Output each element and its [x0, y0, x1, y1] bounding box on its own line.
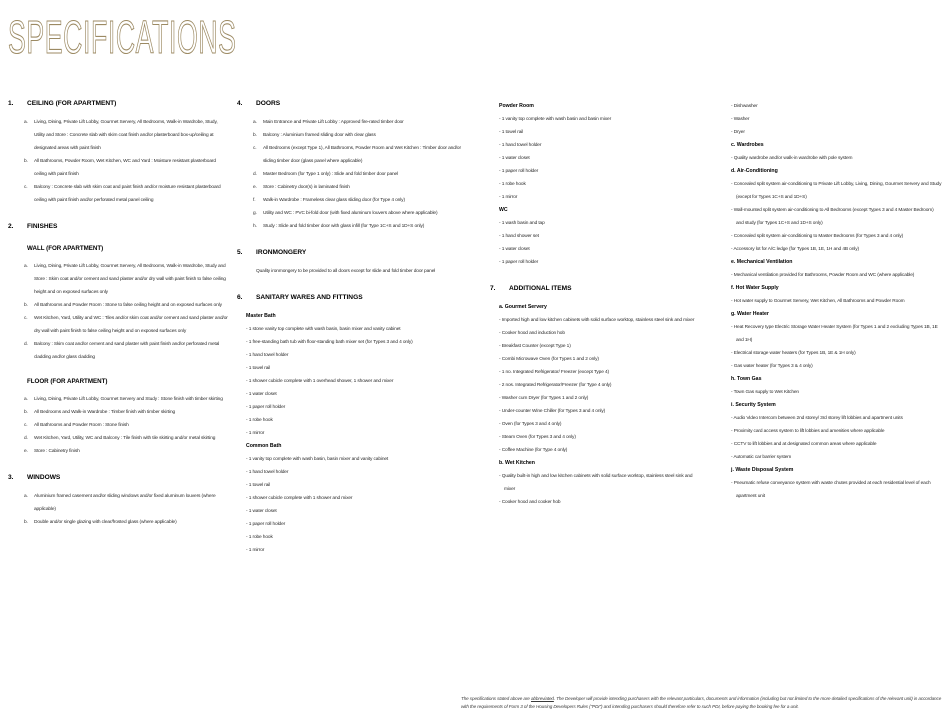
list-item [24, 406, 229, 419]
list-item: - 1 mirror [246, 427, 464, 440]
list-item: - Cooker hood and induction hob [499, 327, 702, 340]
list-item: - Audio Video Intercom between 2nd storey/ 3rd storey lift lobbies and apartment units [731, 412, 942, 425]
list-item [24, 299, 229, 312]
item-text: Aluminium framed casement and/or sliding windows and/or fixed aluminum louvers (where applicable) [34, 494, 216, 512]
list-item: - Concealed split system air-conditioning to Private Lift Lobby, Living, Dining, Gourmet Servery and Study (except for Types 1C+S and 1D+S) [731, 178, 942, 204]
subsection-heading: a. Gourmet Servery [499, 304, 547, 310]
section-heading [237, 249, 464, 257]
item-letter: e. [24, 449, 28, 454]
list-item: - Dishwasher [731, 100, 942, 113]
subsection-heading: WALL (FOR APARTMENT) [27, 245, 104, 252]
section-number: 5. [237, 249, 243, 256]
list-item: - 1 mirror [499, 191, 702, 204]
item-letter: d. [253, 172, 257, 177]
subsection-heading: Master Bath [246, 313, 276, 319]
section-title: SANITARY WARES AND FITTINGS [256, 294, 363, 301]
dash-list [731, 477, 942, 503]
lettered-list [24, 116, 229, 207]
item-text: Store : Cabinetry finish [34, 449, 80, 454]
list-item: - 1 robe hook [246, 414, 464, 427]
subsection-heading: j. Waste Disposal System [731, 467, 794, 473]
dash-list [731, 269, 942, 282]
dash-list [731, 100, 942, 139]
item-text: Balcony : Aluminium framed sliding door with clear glass [263, 133, 376, 138]
list-item [24, 490, 229, 516]
list-item: - 1 water closet [246, 388, 464, 401]
list-item: - Oven (for Types 3 and 4 only) [499, 418, 702, 431]
list-item [24, 181, 229, 207]
column-4 [722, 100, 942, 503]
item-letter: d. [24, 342, 28, 347]
list-item [24, 338, 229, 364]
subsection-heading: f. Hot Water Supply [731, 285, 779, 291]
list-item: - 1 water closet [499, 243, 702, 256]
item-text: Living, Dining, Private Lift Lobby, Gourmet Servery and Study : Stone finish with timber skirting [34, 397, 223, 402]
list-item: - 1 stone vanity top complete with wash basin, basin mixer and vanity cabinet [246, 323, 464, 336]
column-3 [490, 100, 702, 509]
section-heading [490, 285, 702, 293]
list-item: - 1 paper roll holder [499, 165, 702, 178]
footer-text-post: . The Developer will provide intending purchasers with the relevant particulars, documents and information (including but not limited to the more detailed specifications of the relevant unit) in accordance with the requirements of Form 3 of the Housing Developers Rules ("PDI") and intending purchasers should therefore refer to such PDI, before paying the booking fee for a unit. [461, 696, 942, 709]
list-item: - 1 robe hook [246, 531, 464, 544]
list-item: - 2 nos. Integrated Refrigerator/Freezer (for Type 4 only) [499, 379, 702, 392]
list-item: - Heat Recovery type Electric Storage Water Heater System (for Types 1 and 2 excluding Types 1B, 1E and 1H) [731, 321, 942, 347]
list-item [24, 432, 229, 445]
item-letter: b. [24, 303, 28, 308]
dash-list [246, 323, 464, 440]
item-letter: b. [24, 410, 28, 415]
list-item: - Cooker hood and cooker hob [499, 496, 702, 509]
list-item: - Coffee Machine (for Type 4 only) [499, 444, 702, 457]
dash-list [731, 321, 942, 373]
item-letter: c. [24, 423, 28, 428]
item-letter: c. [24, 316, 28, 321]
paragraph: Quality ironmongery to be provided to all doors except for slide and fold timber door panel [256, 269, 436, 274]
list-item: - Electrical storage water heaters (for Types 1B, 1E & 1H only) [731, 347, 942, 360]
item-text: Store : Cabinetry door(s) in laminated finish [263, 185, 350, 190]
list-item [24, 516, 229, 529]
item-text: All Bedrooms (except Type 1), All Bathrooms, Powder Room and Wet Kitchen : Timber door and/or sliding timber door (glass panel where applicable) [263, 146, 461, 164]
item-text: Walk-in Wardrobe : Frameless clear glass sliding door (for Type 4 only) [263, 198, 405, 203]
subsection-heading: c. Wardrobes [731, 142, 764, 148]
item-letter: b. [24, 159, 28, 164]
list-item [253, 116, 464, 129]
section-number: 2. [8, 223, 14, 230]
list-item: - 1 paper roll holder [499, 256, 702, 269]
list-item: - Gas water heater (for Types 3 & 4 only) [731, 360, 942, 373]
list-item: - Town Gas supply to Wet Kitchen [731, 386, 942, 399]
dash-list [731, 178, 942, 256]
subsection-heading: h. Town Gas [731, 376, 762, 382]
lettered-list [24, 260, 229, 364]
section-title: FINISHES [27, 223, 58, 230]
list-item: - 1 water closet [499, 152, 702, 165]
list-item [24, 445, 229, 458]
list-item [253, 168, 464, 181]
list-item [24, 419, 229, 432]
item-letter: f. [253, 198, 256, 203]
list-item [24, 116, 229, 155]
subsection-heading: WC [499, 207, 508, 213]
list-item: - 1 hand towel holder [499, 139, 702, 152]
item-text: Main Entrance and Private Lift Lobby : Approved fire-rated timber door [263, 120, 404, 125]
list-item: - Wall-mounted split system air-conditioning to All Bedrooms (except Types 3 and 4 Master Bedroom) and study (for Types 1C+S and 1D+S only) [731, 204, 942, 230]
subsection-heading: Common Bath [246, 443, 282, 449]
section-heading [8, 223, 229, 231]
dash-list [499, 217, 702, 269]
section-heading [8, 100, 229, 108]
subsection-heading: d. Air-Conditioning [731, 168, 778, 174]
list-item [24, 260, 229, 299]
list-item [253, 129, 464, 142]
list-item [253, 181, 464, 194]
section-title: CEILING (FOR APARTMENT) [27, 100, 117, 107]
list-item: - Hot water supply to Gourmet Servery, Wet Kitchen, All Bathrooms and Powder Room [731, 295, 942, 308]
section-number: 1. [8, 100, 14, 107]
list-item: - 1 mirror [246, 544, 464, 557]
list-item: - Concealed split system air-conditioning to Master Bedrooms (for Types 3 and 4 only) [731, 230, 942, 243]
list-item: - Proximity card access system to lift lobbies and amenities where applicable [731, 425, 942, 438]
lettered-list [24, 393, 229, 458]
list-item [253, 142, 464, 168]
item-letter: e. [253, 185, 257, 190]
list-item: - Dryer [731, 126, 942, 139]
item-text: Master Bedroom (for Type 1 only) : Slide and fold timber door panel [263, 172, 399, 177]
list-item [24, 312, 229, 338]
list-item: - 1 no. Integrated Refrigerator/ Freezer (except Type 4) [499, 366, 702, 379]
footer-underlined-term: abbreviated [530, 696, 554, 701]
subsection-heading: g. Water Heater [731, 311, 769, 317]
section-title: IRONMONGERY [256, 249, 307, 256]
list-item: - 1 wash basin and tap [499, 217, 702, 230]
list-item: - Combi Microwave Oven (for Types 1 and 2 only) [499, 353, 702, 366]
list-item: - 1 towel rail [499, 126, 702, 139]
list-item: - 1 towel rail [246, 479, 464, 492]
item-text: Wet Kitchen, Yard, Utility, WC and Balcony : Tile finish with tile skirting and/or metal skirting [34, 436, 216, 441]
list-item [253, 207, 464, 220]
list-item: - 1 vanity top complete with wash basin and basin mixer [499, 113, 702, 126]
item-letter: a. [24, 397, 28, 402]
footer-disclaimer [461, 695, 943, 710]
list-item [24, 155, 229, 181]
item-text: Study : Slide and fold timber door with glass infill (for Type 1C+S and 1D+S only) [263, 224, 425, 229]
item-letter: a. [253, 120, 257, 125]
item-text: Balcony : Concrete slab with skim coat and paint finish and/or moisture resistant plasterboard ceiling with paint finish and/or perforated metal panel ceiling [34, 185, 221, 203]
section-heading [8, 474, 229, 482]
section-number: 4. [237, 100, 243, 107]
list-item: - Accessory lot for A/C ledge (for Types 1B, 1E, 1H and 4B only) [731, 243, 942, 256]
item-text: All Bathrooms, Powder Room, Wet Kitchen, WC and Yard : Moisture resistant plasterboard ceiling with paint finish [34, 159, 216, 177]
list-item: - 1 robe hook [499, 178, 702, 191]
list-item: - Quality wardrobe and/or walk-in wardrobe with pole system [731, 152, 942, 165]
dash-list [246, 453, 464, 557]
list-item: - 1 towel rail [246, 362, 464, 375]
item-letter: c. [24, 185, 28, 190]
subsection-heading: i. Security System [731, 402, 776, 408]
item-letter: b. [24, 520, 28, 525]
list-item: - Steam Oven (for Types 3 and 4 only) [499, 431, 702, 444]
list-item: - Washer [731, 113, 942, 126]
subsection-heading: Powder Room [499, 103, 534, 109]
list-item: - Mechanical ventilation provided for Bathrooms, Powder Room and WC (where applicable) [731, 269, 942, 282]
list-item [253, 220, 464, 233]
list-item: - Breakfast Counter (except Type 1) [499, 340, 702, 353]
subsection-heading: FLOOR (FOR APARTMENT) [27, 378, 108, 385]
item-text: Balcony : Skim coat and/or cement and sand plaster with paint finish and/or perforated metal cladding and/or glass cladding [34, 342, 220, 360]
list-item: - 1 free-standing bath tub with floor-standing bath mixer set (for Types 3 and 4 only) [246, 336, 464, 349]
column-2 [237, 100, 464, 557]
item-text: Living, Dining, Private Lift Lobby, Gourmet Servery, All Bedrooms, Walk-in Wardrobe, Study, Utility and Store : Concrete slab with skim coat finish and/or plasterboard box-up/ceiling at designated areas with paint finish [34, 120, 218, 151]
item-letter: g. [253, 211, 257, 216]
list-item: - 1 paper roll holder [246, 518, 464, 531]
dash-list [499, 314, 702, 457]
dash-list [731, 152, 942, 165]
list-item: - Pneumatic refuse conveyance system with waste chutes provided at each residential level of each apartment unit [731, 477, 942, 503]
item-text: Utility and WC : PVC bi-fold door (with fixed aluminum louvers above where applicable) [263, 211, 438, 216]
list-item: - 1 hand towel holder [246, 349, 464, 362]
section-number: 7. [490, 285, 496, 292]
item-letter: h. [253, 224, 257, 229]
list-item [24, 393, 229, 406]
item-text: Double and/or single glazing with clear/frosted glass (where applicable) [34, 520, 177, 525]
list-item: - Quality built-in high and low kitchen cabinets with solid surface worktop, stainless steel sink and mixer [499, 470, 702, 496]
dash-list [731, 386, 942, 399]
item-letter: c. [253, 146, 257, 151]
lettered-list [253, 116, 464, 233]
lettered-list [24, 490, 229, 529]
item-text: All Bathrooms and Powder Room : Stone finish [34, 423, 129, 428]
list-item: - Under-counter Wine Chiller (for Types 3 and 4 only) [499, 405, 702, 418]
item-letter: a. [24, 264, 28, 269]
item-text: Wet Kitchen, Yard, Utility and WC : Tiles and/or skim coat and/or cement and sand plaster and/or dry wall with paint finish to false ceiling height and on exposed surfaces only [34, 316, 228, 334]
list-item: - 1 vanity top complete with wash basin, basin mixer and vanity cabinet [246, 453, 464, 466]
list-item: - Automatic car barrier system [731, 451, 942, 464]
list-item: - 1 hand towel holder [246, 466, 464, 479]
list-item: - 1 shower cubicle complete with 1 shower and mixer [246, 492, 464, 505]
section-number: 3. [8, 474, 14, 481]
subsection-heading: e. Mechanical Ventilation [731, 259, 793, 265]
list-item: - Washer cum Dryer (for Types 1 and 2 only) [499, 392, 702, 405]
list-item: - CCTV to lift lobbies and at designated common areas where applicable [731, 438, 942, 451]
list-item: - 1 hand shower set [499, 230, 702, 243]
list-item [253, 194, 464, 207]
footer-text-pre: The specifications stated above are [461, 696, 531, 701]
section-heading [237, 294, 464, 302]
list-item: - 1 water closet [246, 505, 464, 518]
item-text: All Bathrooms and Powder Room : Stone to false ceiling height and on exposed surfaces only [34, 303, 222, 308]
item-text: All Bedrooms and Walk-in Wardrobe : Timber finish with timber skirting [34, 410, 176, 415]
column-1 [8, 100, 229, 529]
item-text: Living, Dining, Private Lift Lobby, Gourmet Servery, All Bedrooms, Walk-in Wardrobe, Study and Store : Skim coat and/or cement and sand plaster and/or dry wall with paint finish to false ceiling height and on exposed surfaces only [34, 264, 226, 295]
item-letter: d. [24, 436, 28, 441]
dash-list [731, 412, 942, 464]
list-item: - 1 paper roll holder [246, 401, 464, 414]
section-title: DOORS [256, 100, 281, 107]
list-item: - Imported high and low kitchen cabinets with solid surface worktop, stainless steel sink and mixer [499, 314, 702, 327]
dash-list [499, 470, 702, 509]
item-letter: b. [253, 133, 257, 138]
dash-list [731, 295, 942, 308]
dash-list [499, 113, 702, 204]
list-item: - 1 shower cubicle complete with 1 overhead shower, 1 shower and mixer [246, 375, 464, 388]
section-title: ADDITIONAL ITEMS [509, 285, 572, 292]
section-title: WINDOWS [27, 474, 61, 481]
item-letter: a. [24, 494, 28, 499]
item-letter: a. [24, 120, 28, 125]
section-number: 6. [237, 294, 243, 301]
subsection-heading: b. Wet Kitchen [499, 460, 535, 466]
section-heading [237, 100, 464, 108]
page-title: SPECIFICATIONS [8, 11, 237, 63]
